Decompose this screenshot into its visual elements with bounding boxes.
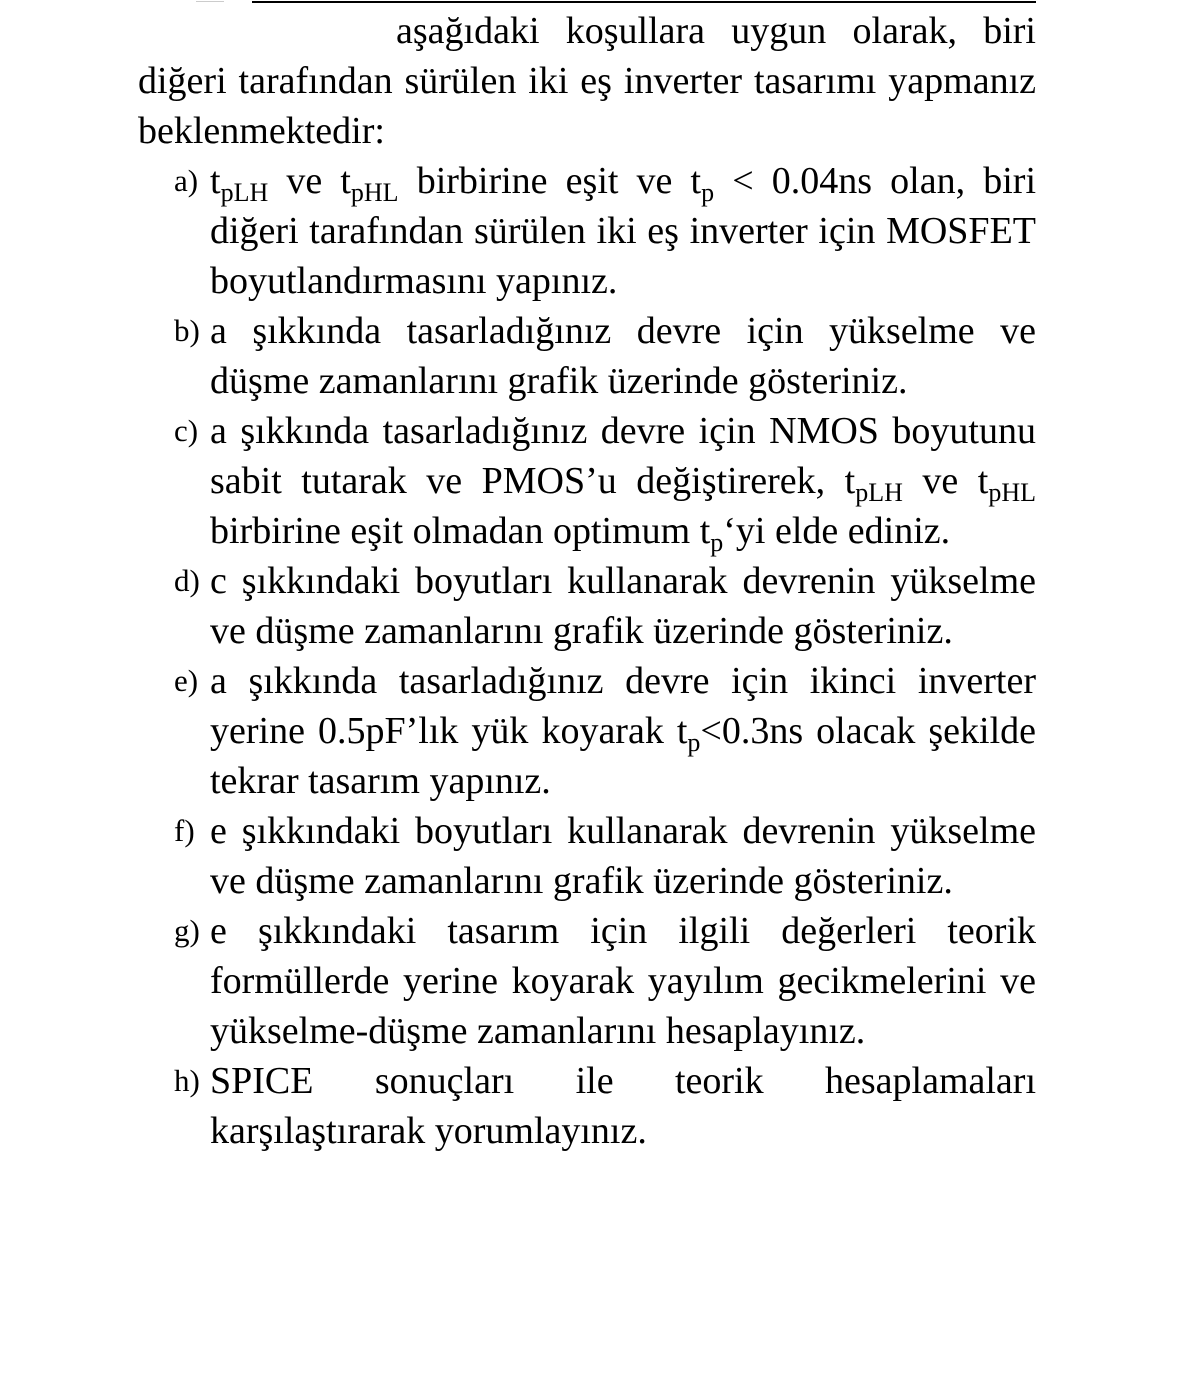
item-marker: a) — [174, 163, 199, 198]
subscript-phl: pHL — [350, 177, 399, 207]
list-item-d — [138, 556, 1036, 656]
subscript-p: p — [710, 527, 724, 557]
item-marker: d) — [174, 563, 200, 598]
top-rule-faint — [196, 1, 224, 2]
item-text: e şıkkındaki tasarım için ilgili değerleri teorik formüllerde yerine koyarak yayılım gecikmelerini ve yükselme-düşme zamanlarını hesaplayınız. — [210, 910, 1036, 1052]
list-item-e — [138, 656, 1036, 806]
item-text: a şıkkında tasarladığınız devre için yükselme ve düşme zamanlarını grafik üzerinde gösteriniz. — [210, 310, 1036, 402]
subscript-phl: pHL — [988, 477, 1036, 507]
list-item-h — [138, 1056, 1036, 1156]
subscript-p: p — [687, 727, 701, 757]
text-part: ‘yi elde ediniz. — [723, 510, 951, 552]
text-part: t — [210, 160, 221, 202]
question-list — [138, 156, 1036, 1156]
subscript-plh: pLH — [220, 177, 269, 207]
item-marker: e) — [174, 663, 199, 698]
item-text: SPICE sonuçları ile teorik hesaplamaları karşılaştırarak yorumlayınız. — [210, 1060, 1036, 1152]
item-text — [210, 156, 1036, 306]
subscript-plh: pLH — [855, 477, 903, 507]
subscript-p: p — [701, 177, 715, 207]
item-marker: h) — [174, 1063, 200, 1098]
list-item-b — [138, 306, 1036, 406]
item-text — [210, 406, 1036, 556]
list-item-c — [138, 406, 1036, 556]
list-item-g — [138, 906, 1036, 1056]
item-text — [210, 656, 1036, 806]
intro-paragraph: aşağıdaki koşullara uygun olarak, biri diğeri tarafından sürülen iki eş inverter tasarımı yapmanız beklenmektedir: — [138, 10, 1036, 152]
text-part: a şıkkında tasarladığınız devre için NMOS boyutunu sabit tutarak ve PMOS’u değiştirerek, t — [210, 410, 1036, 502]
text-part: a şıkkında tasarladığınız devre için ikinci inverter yerine 0.5pF’lık yük koyarak t — [210, 660, 1036, 752]
text-part: birbirine eşit olmadan optimum t — [210, 510, 711, 552]
text-part: < 0.04ns olan, biri diğeri tarafından sürülen iki eş inverter için MOSFET boyutlandırmasını yapınız. — [210, 160, 1036, 302]
text-part: birbirine eşit ve t — [398, 160, 702, 202]
item-marker: g) — [174, 913, 200, 948]
item-marker: f) — [174, 813, 195, 848]
top-rule — [252, 1, 1036, 3]
item-text: e şıkkındaki boyutları kullanarak devrenin yükselme ve düşme zamanlarını grafik üzerinde gösteriniz. — [210, 810, 1036, 902]
text-part: ve t — [902, 460, 989, 502]
item-marker: b) — [174, 313, 200, 348]
list-item-a — [138, 156, 1036, 306]
text-part: <0.3ns olacak şekilde tekrar tasarım yapınız. — [210, 710, 1036, 802]
list-item-f — [138, 806, 1036, 906]
item-text: c şıkkındaki boyutları kullanarak devrenin yükselme ve düşme zamanlarını grafik üzerinde gösteriniz. — [210, 560, 1036, 652]
text-part: ve t — [268, 160, 351, 202]
item-marker: c) — [174, 413, 199, 448]
document-body — [138, 6, 1036, 1156]
